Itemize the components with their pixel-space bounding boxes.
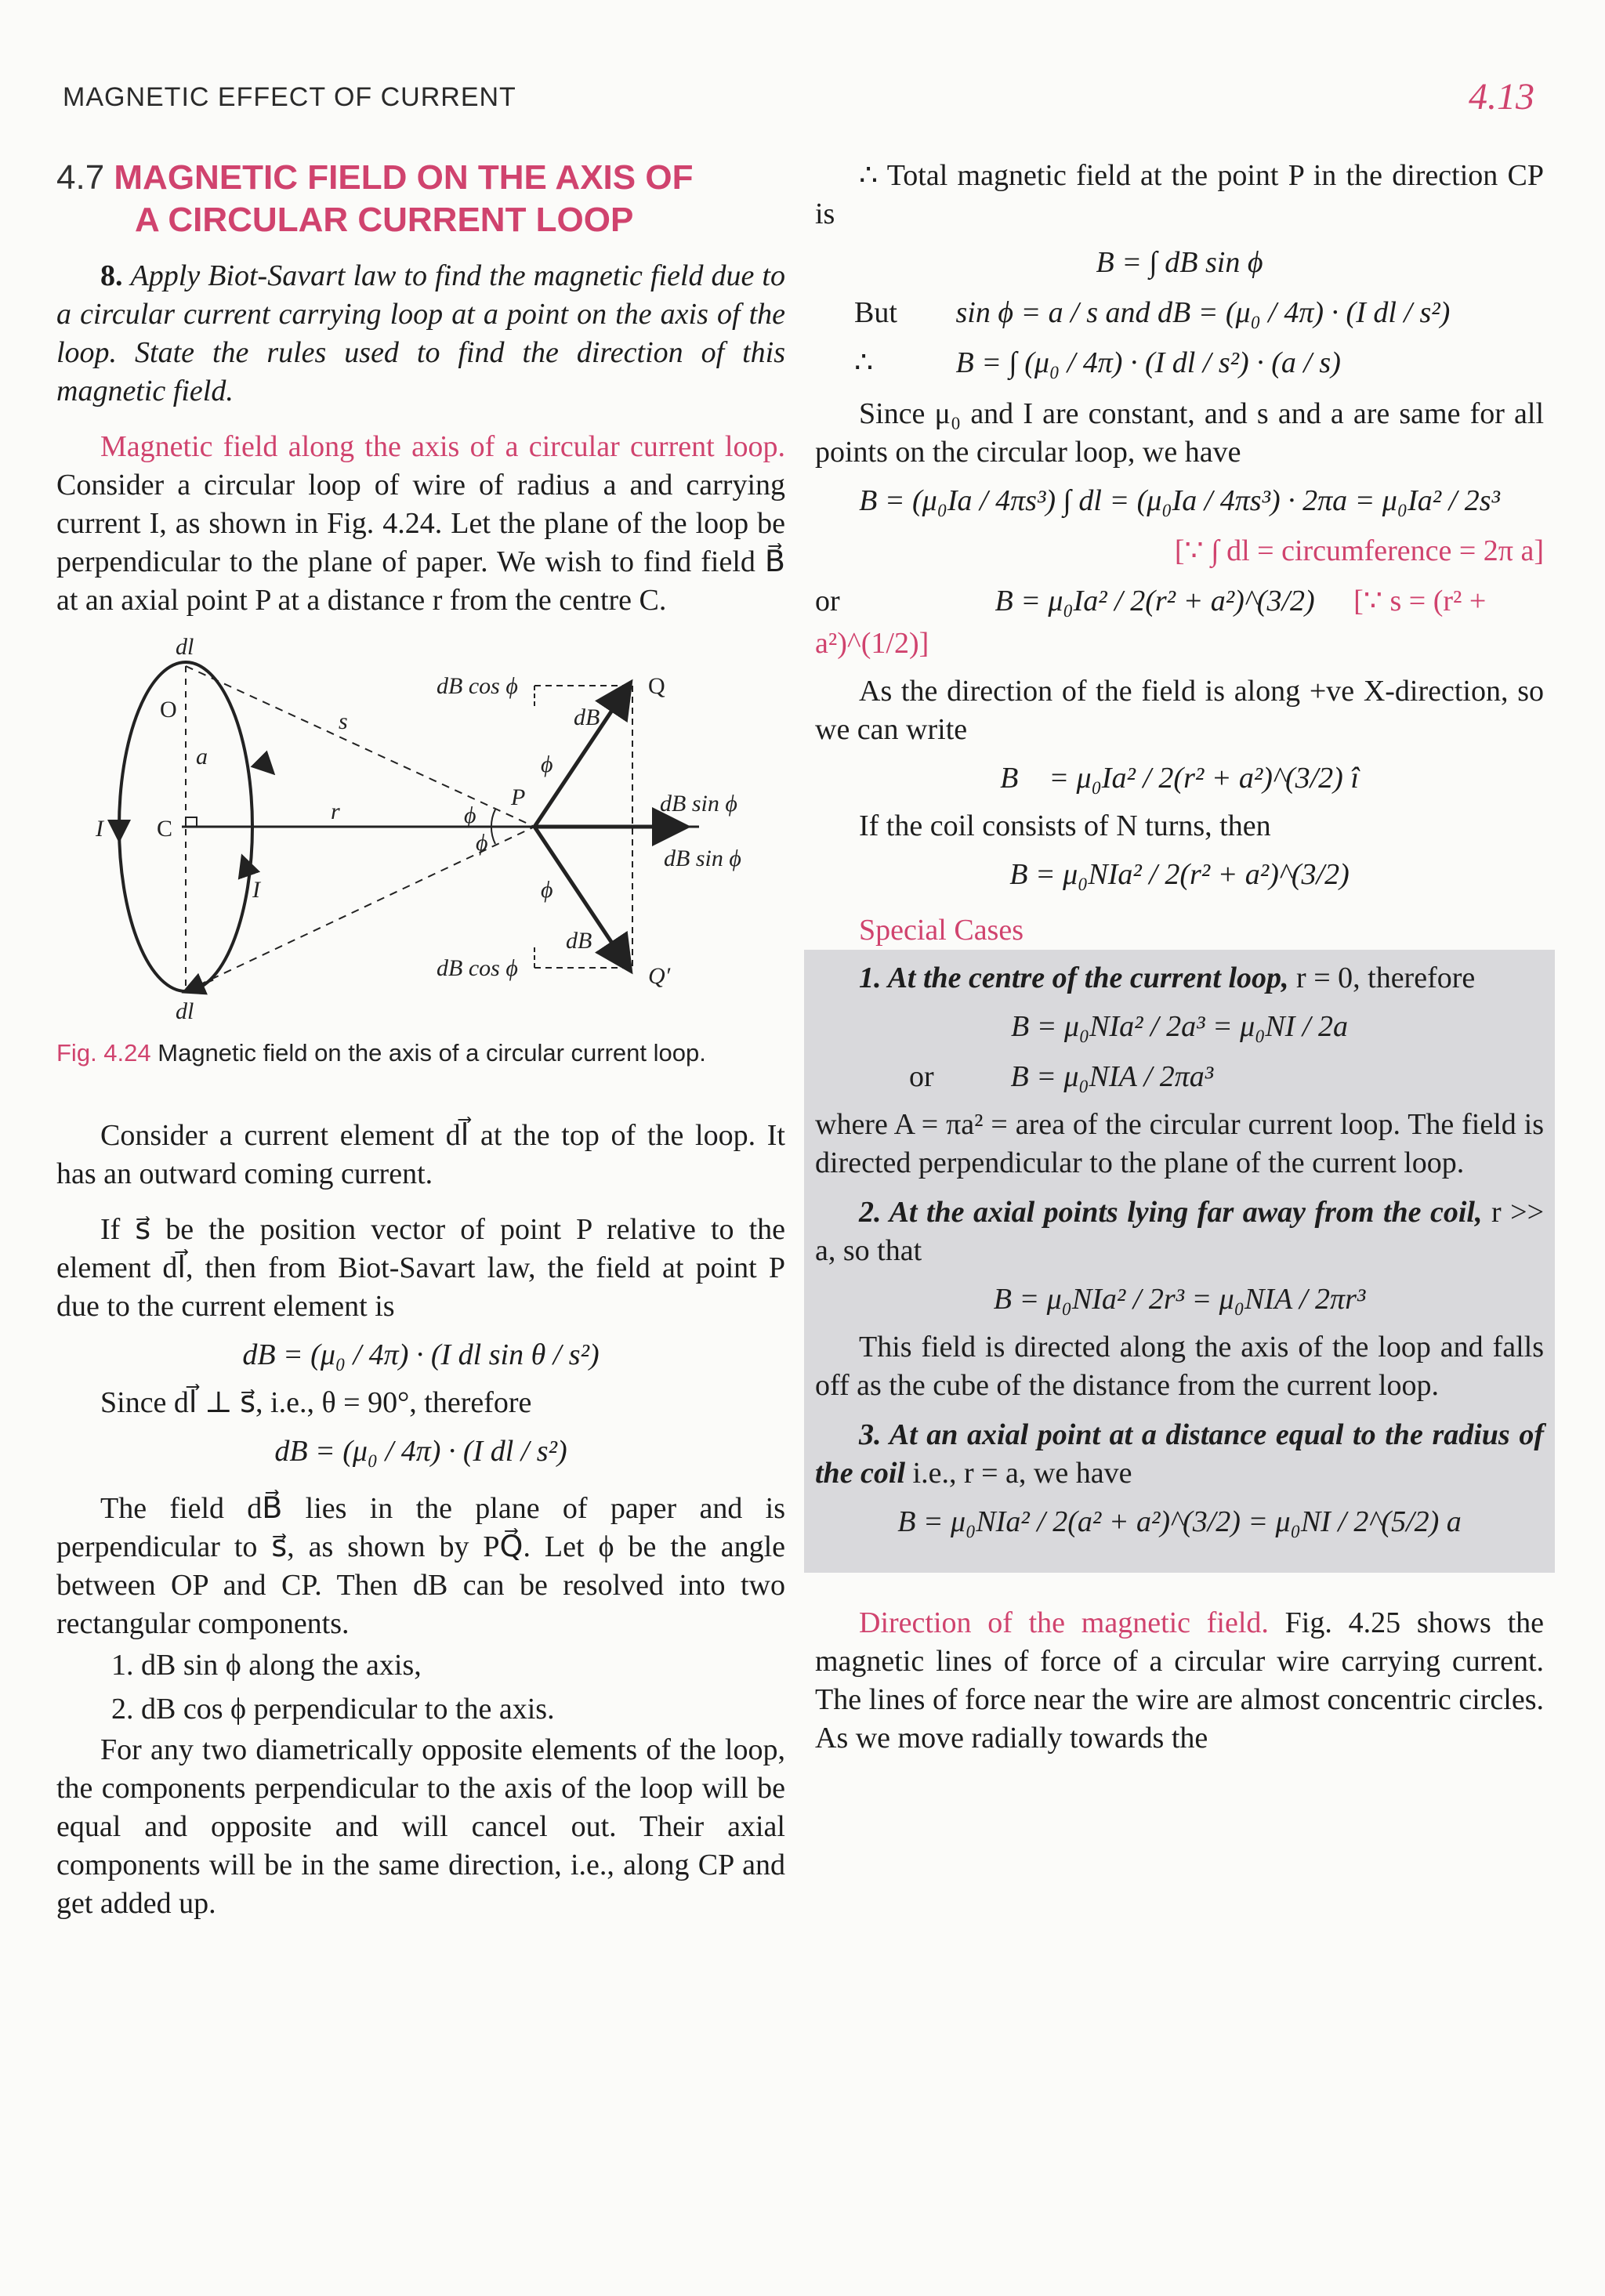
para-axis-field-heading: Magnetic field along the axis of a circular current loop.	[100, 430, 785, 463]
label-dl-top: dl	[176, 634, 194, 660]
equation-or-row	[815, 580, 1544, 665]
para-opposite-elements: For any two diametrically opposite elements of the loop, the components perpendicular to the axis of the loop will be equal and opposite and will cancel out. Their axial components will be in the same direction, i.e., along CP and get added up.	[56, 1733, 785, 1920]
label-i-left: I	[96, 816, 103, 842]
special-cases-heading: Special Cases	[859, 914, 1024, 947]
label-db-sin-right2: dB sin ϕ	[664, 846, 741, 871]
figure-caption-text: Magnetic field on the axis of a circular current loop.	[158, 1039, 706, 1067]
label-or-2: or	[909, 1060, 934, 1093]
label-dl-bottom: dl	[176, 998, 194, 1023]
case-1-equation-1: B = μ₀NIa² / 2a³ = μ₀NI / 2a	[1011, 1010, 1348, 1043]
label-s: s	[339, 708, 348, 734]
equation-b-integral: B = ∫ dB sin ϕ	[1096, 246, 1263, 279]
list-item-perpendicular: 2. dB cos ϕ perpendicular to the axis.	[111, 1693, 555, 1726]
case-3-rest: i.e., r = a, we have	[912, 1457, 1132, 1490]
label-phi1: ϕ	[464, 802, 476, 828]
label-phi3: ϕ	[541, 751, 553, 777]
para-axis-field	[56, 428, 785, 620]
case-3	[815, 1416, 1544, 1493]
section-heading	[56, 157, 785, 241]
label-or-1: or	[815, 585, 840, 617]
equation-b-circumference: B = (μ₀Ia / 4πs³) ∫ dl = (μ₀Ia / 4πs³) · 2πa = μ₀Ia² / 2s³	[859, 484, 1500, 517]
section-title-line2: A CIRCULAR CURRENT LOOP	[135, 201, 634, 239]
para-current-element: Consider a current element dl⃗ at the top of the loop. It has an outward coming current.	[56, 1119, 785, 1190]
label-but: But	[854, 296, 897, 329]
figure-4-24-diagram	[56, 631, 785, 1023]
section-number: 4.7	[56, 158, 105, 197]
label-db-cos-top: dB cos ϕ	[437, 673, 518, 699]
special-cases-box	[804, 950, 1555, 1573]
label-p: P	[511, 784, 526, 810]
figure-label: Fig. 4.24	[56, 1039, 151, 1067]
para-field-plane: The field dB⃗ lies in the plane of paper and is perpendicular to s⃗, as shown by PQ⃗. Let ϕ be the angle between OP and CP. Then dB can be resolved into two rectangular components.	[56, 1492, 785, 1640]
label-db-cos-bottom: dB cos ϕ	[437, 955, 518, 981]
right-column	[815, 157, 1544, 1758]
equation-b-n-turns: B = μ₀NIa² / 2(r² + a²)^(3/2)	[1009, 858, 1350, 891]
equation-db: dB = (μ₀ / 4π) · (I dl / s²)	[274, 1435, 567, 1468]
para-axis-field-text: Consider a circular loop of wire of radius a and carrying current I, as shown in Fig. 4.24. Let the plane of the loop be perpendicular to the plane of paper. We wish to find field B⃗ at an axial point P at a distance r from the centre C.	[56, 469, 785, 617]
label-r: r	[331, 799, 340, 824]
case-3-title: 3. At an axial point at a distance equal to the radius of the coil	[815, 1418, 1544, 1490]
left-column	[56, 157, 785, 1923]
label-a: a	[196, 744, 208, 770]
case-2-equation: B = μ₀NIa² / 2r³ = μ₀NIA / 2πr³	[993, 1283, 1366, 1316]
figure-4-24	[56, 631, 785, 1023]
page-number: 4.13	[1469, 76, 1534, 118]
equation-sin-db: sin ϕ = a / s and dB = (μ₀ / 4π) · (I dl / s²)	[955, 296, 1451, 329]
case-3-equation: B = μ₀NIa² / 2(a² + a²)^(3/2) = μ₀NI / 2^(5/2) a	[897, 1505, 1462, 1538]
case-1-rest: r = 0, therefore	[1296, 961, 1476, 994]
para-perpendicular: Since dl⃗ ⊥ s⃗, i.e., θ = 90°, therefore	[100, 1386, 532, 1419]
label-q-prime: Q′	[648, 963, 671, 989]
note-s-value: [∵ s = (r² + a²)^(1/2)]	[815, 585, 1487, 660]
case-2	[815, 1193, 1544, 1270]
label-phi2: ϕ	[476, 830, 488, 856]
figure-caption	[56, 1037, 785, 1070]
equation-db-sin: dB = (μ₀ / 4π) · (I dl sin θ / s²)	[242, 1338, 600, 1371]
equation-b-vector: B⃗ = μ₀Ia² / 2(r² + a²)^(3/2) î	[1000, 762, 1359, 795]
label-db-bottom: dB	[566, 928, 592, 954]
question-number: 8.	[100, 259, 123, 292]
equation-therefore-row	[815, 342, 1544, 384]
label-c: C	[157, 816, 173, 842]
field-direction-text: Fig. 4.25 shows the magnetic lines of force of a circular wire carrying current. The lines of force near the wire are almost concentric circles. As we move radially towards the	[815, 1606, 1544, 1755]
section-title-line1: MAGNETIC FIELD ON THE AXIS OF	[114, 158, 694, 197]
case-2-text: This field is directed along the axis of the loop and falls off as the cube of the distance from the current loop.	[815, 1331, 1544, 1402]
label-db-top: dB	[574, 704, 600, 730]
para-field-direction	[815, 1604, 1544, 1758]
label-q: Q	[648, 673, 665, 699]
para-direction-x: As the direction of the field is along +ve X-direction, so we can write	[815, 675, 1544, 746]
para-total-field: ∴ Total magnetic field at the point P in the direction CP is	[815, 159, 1544, 230]
equation-b-expanded: B = ∫ (μ₀ / 4π) · (I dl / s²) · (a / s)	[955, 346, 1341, 379]
field-direction-heading: Direction of the magnetic field.	[859, 1606, 1269, 1639]
case-2-rest: r >> a, so that	[815, 1196, 1545, 1267]
para-position-vector: If s⃗ be the position vector of point P relative to the element dl⃗, then from Biot-Savart law, the field at point P due to the current element is	[56, 1213, 785, 1323]
case-2-title: 2. At the axial points lying far away from the coil,	[859, 1196, 1483, 1229]
equation-b-r-a: B = μ₀Ia² / 2(r² + a²)^(3/2)	[995, 585, 1315, 617]
case-1	[815, 959, 1544, 998]
case-1-equation-2: B = μ₀NIA / 2πa³	[1010, 1060, 1214, 1093]
list-item-axial: 1. dB sin ϕ along the axis,	[111, 1649, 422, 1682]
case-1-or-row	[815, 1056, 1544, 1098]
case-1-title: 1. At the centre of the current loop,	[859, 961, 1289, 994]
question-8	[56, 257, 785, 411]
running-head: MAGNETIC EFFECT OF CURRENT	[63, 82, 516, 112]
note-circumference: [∵ ∫ dl = circumference = 2π a]	[1174, 534, 1544, 567]
para-constants: Since μ₀ and I are constant, and s and a are same for all points on the circular loop, we have	[815, 397, 1544, 469]
label-o: O	[160, 697, 177, 722]
case-1-text: where A = πa² = area of the circular current loop. The field is directed perpendicular to the plane of the current loop.	[815, 1108, 1544, 1179]
para-n-turns: If the coil consists of N turns, then	[859, 809, 1271, 842]
label-phi4: ϕ	[541, 877, 553, 903]
label-therefore: ∴	[854, 346, 874, 379]
question-text: Apply Biot-Savart law to find the magnetic field due to a circular current carrying loop at a point on the axis of the loop. State the rules used to find the direction of this magnetic field.	[56, 259, 785, 407]
label-db-sin-right: dB sin ϕ	[660, 791, 737, 817]
equation-but-row	[815, 292, 1544, 334]
label-i-inner: I	[252, 877, 260, 903]
